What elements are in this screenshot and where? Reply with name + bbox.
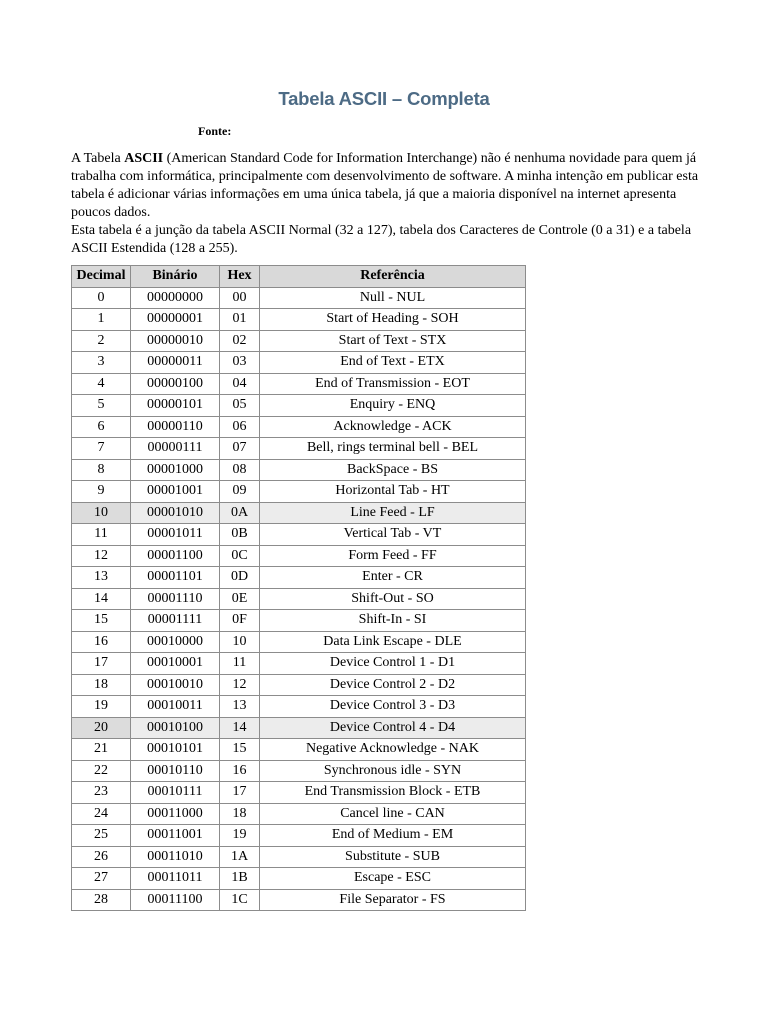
table-row <box>72 309 526 331</box>
cell-referencia: Start of Text - STX <box>260 330 526 352</box>
cell-decimal: 1 <box>72 309 131 331</box>
header-referencia: Referência <box>260 266 526 288</box>
cell-hex: 18 <box>220 803 260 825</box>
cell-decimal: 21 <box>72 739 131 761</box>
cell-referencia: Enter - CR <box>260 567 526 589</box>
table-row <box>72 868 526 890</box>
cell-binario: 00001000 <box>131 459 220 481</box>
cell-hex: 19 <box>220 825 260 847</box>
cell-decimal: 0 <box>72 287 131 309</box>
cell-hex: 10 <box>220 631 260 653</box>
cell-binario: 00001010 <box>131 502 220 524</box>
intro-text <box>71 150 711 258</box>
cell-decimal: 8 <box>72 459 131 481</box>
cell-hex: 11 <box>220 653 260 675</box>
cell-referencia: Shift-Out - SO <box>260 588 526 610</box>
cell-binario: 00000110 <box>131 416 220 438</box>
cell-decimal: 26 <box>72 846 131 868</box>
table-row <box>72 588 526 610</box>
cell-referencia: Acknowledge - ACK <box>260 416 526 438</box>
cell-binario: 00010111 <box>131 782 220 804</box>
cell-binario: 00011011 <box>131 868 220 890</box>
cell-hex: 13 <box>220 696 260 718</box>
cell-hex: 0A <box>220 502 260 524</box>
table-row <box>72 739 526 761</box>
table-row <box>72 287 526 309</box>
cell-hex: 01 <box>220 309 260 331</box>
cell-referencia: Vertical Tab - VT <box>260 524 526 546</box>
ascii-table <box>71 265 526 911</box>
table-row <box>72 653 526 675</box>
cell-decimal: 19 <box>72 696 131 718</box>
header-hex: Hex <box>220 266 260 288</box>
cell-decimal: 2 <box>72 330 131 352</box>
table-row <box>72 846 526 868</box>
cell-hex: 16 <box>220 760 260 782</box>
cell-binario: 00001111 <box>131 610 220 632</box>
cell-hex: 1A <box>220 846 260 868</box>
cell-binario: 00010010 <box>131 674 220 696</box>
cell-referencia: End of Text - ETX <box>260 352 526 374</box>
cell-referencia: Start of Heading - SOH <box>260 309 526 331</box>
intro-paragraph-1 <box>71 150 711 222</box>
cell-referencia: Bell, rings terminal bell - BEL <box>260 438 526 460</box>
cell-binario: 00000000 <box>131 287 220 309</box>
cell-referencia: Device Control 3 - D3 <box>260 696 526 718</box>
cell-hex: 06 <box>220 416 260 438</box>
cell-hex: 17 <box>220 782 260 804</box>
cell-decimal: 16 <box>72 631 131 653</box>
cell-hex: 12 <box>220 674 260 696</box>
cell-decimal: 13 <box>72 567 131 589</box>
cell-referencia: End of Transmission - EOT <box>260 373 526 395</box>
cell-referencia: Device Control 1 - D1 <box>260 653 526 675</box>
cell-hex: 08 <box>220 459 260 481</box>
cell-hex: 0E <box>220 588 260 610</box>
cell-binario: 00011010 <box>131 846 220 868</box>
table-row <box>72 352 526 374</box>
cell-referencia: File Separator - FS <box>260 889 526 911</box>
cell-referencia: Null - NUL <box>260 287 526 309</box>
cell-binario: 00010110 <box>131 760 220 782</box>
cell-decimal: 10 <box>72 502 131 524</box>
cell-decimal: 18 <box>72 674 131 696</box>
cell-binario: 00001011 <box>131 524 220 546</box>
cell-hex: 0B <box>220 524 260 546</box>
cell-hex: 09 <box>220 481 260 503</box>
cell-binario: 00001101 <box>131 567 220 589</box>
cell-referencia: BackSpace - BS <box>260 459 526 481</box>
cell-hex: 14 <box>220 717 260 739</box>
cell-referencia: Negative Acknowledge - NAK <box>260 739 526 761</box>
cell-referencia: Device Control 2 - D2 <box>260 674 526 696</box>
cell-binario: 00001110 <box>131 588 220 610</box>
cell-decimal: 12 <box>72 545 131 567</box>
cell-hex: 00 <box>220 287 260 309</box>
cell-binario: 00010011 <box>131 696 220 718</box>
table-row <box>72 330 526 352</box>
table-row <box>72 481 526 503</box>
table-row <box>72 502 526 524</box>
cell-decimal: 17 <box>72 653 131 675</box>
cell-decimal: 9 <box>72 481 131 503</box>
cell-hex: 0C <box>220 545 260 567</box>
cell-binario: 00000011 <box>131 352 220 374</box>
cell-binario: 00010100 <box>131 717 220 739</box>
cell-decimal: 27 <box>72 868 131 890</box>
cell-decimal: 15 <box>72 610 131 632</box>
cell-decimal: 7 <box>72 438 131 460</box>
cell-hex: 05 <box>220 395 260 417</box>
cell-decimal: 28 <box>72 889 131 911</box>
table-row <box>72 889 526 911</box>
table-row <box>72 825 526 847</box>
cell-referencia: Form Feed - FF <box>260 545 526 567</box>
cell-decimal: 3 <box>72 352 131 374</box>
cell-hex: 04 <box>220 373 260 395</box>
cell-binario: 00001100 <box>131 545 220 567</box>
cell-hex: 1C <box>220 889 260 911</box>
table-row <box>72 373 526 395</box>
table-row <box>72 760 526 782</box>
cell-binario: 00001001 <box>131 481 220 503</box>
table-header-row <box>72 266 526 288</box>
cell-decimal: 24 <box>72 803 131 825</box>
cell-hex: 03 <box>220 352 260 374</box>
table-row <box>72 631 526 653</box>
cell-referencia: Synchronous idle - SYN <box>260 760 526 782</box>
cell-decimal: 4 <box>72 373 131 395</box>
intro-paragraph-2: Esta tabela é a junção da tabela ASCII Normal (32 a 127), tabela dos Caracteres de Controle (0 a 31) e a tabela ASCII Estendida (128 a 255). <box>71 223 692 256</box>
cell-hex: 07 <box>220 438 260 460</box>
header-decimal: Decimal <box>72 266 131 288</box>
intro-p1-bold: ASCII <box>124 151 164 166</box>
cell-binario: 00010000 <box>131 631 220 653</box>
cell-referencia: End of Medium - EM <box>260 825 526 847</box>
cell-binario: 00000010 <box>131 330 220 352</box>
table-row <box>72 395 526 417</box>
cell-referencia: Horizontal Tab - HT <box>260 481 526 503</box>
header-binario: Binário <box>131 266 220 288</box>
cell-hex: 0F <box>220 610 260 632</box>
source-label: Fonte: <box>198 124 232 138</box>
cell-referencia: Escape - ESC <box>260 868 526 890</box>
cell-referencia: End Transmission Block - ETB <box>260 782 526 804</box>
table-row <box>72 803 526 825</box>
cell-binario: 00011001 <box>131 825 220 847</box>
cell-hex: 0D <box>220 567 260 589</box>
table-body <box>72 287 526 911</box>
cell-decimal: 22 <box>72 760 131 782</box>
table-row <box>72 416 526 438</box>
table-row <box>72 674 526 696</box>
page-title: Tabela ASCII – Completa <box>278 88 490 109</box>
cell-decimal: 14 <box>72 588 131 610</box>
table-row <box>72 696 526 718</box>
cell-hex: 02 <box>220 330 260 352</box>
cell-decimal: 5 <box>72 395 131 417</box>
cell-decimal: 25 <box>72 825 131 847</box>
cell-binario: 00000100 <box>131 373 220 395</box>
table-row <box>72 545 526 567</box>
cell-binario: 00000001 <box>131 309 220 331</box>
intro-p1-after: (American Standard Code for Information Interchange) não é nenhuma novidade para quem já trabalha com informática, principalmente com desenvolvimento de software. A minha intenção em publicar esta tabela é adicionar várias informações em uma única tabela, já que a maioria disponível na internet apresenta poucos dados. <box>71 151 699 220</box>
cell-binario: 00010101 <box>131 739 220 761</box>
cell-hex: 15 <box>220 739 260 761</box>
cell-binario: 00000101 <box>131 395 220 417</box>
table-row <box>72 567 526 589</box>
table-row <box>72 459 526 481</box>
table-row <box>72 524 526 546</box>
cell-referencia: Data Link Escape - DLE <box>260 631 526 653</box>
table-row <box>72 438 526 460</box>
table-row <box>72 782 526 804</box>
cell-decimal: 23 <box>72 782 131 804</box>
cell-referencia: Cancel line - CAN <box>260 803 526 825</box>
cell-decimal: 11 <box>72 524 131 546</box>
cell-referencia: Device Control 4 - D4 <box>260 717 526 739</box>
cell-decimal: 6 <box>72 416 131 438</box>
cell-referencia: Substitute - SUB <box>260 846 526 868</box>
intro-p1-before: A Tabela <box>71 151 125 166</box>
cell-referencia: Line Feed - LF <box>260 502 526 524</box>
cell-referencia: Enquiry - ENQ <box>260 395 526 417</box>
cell-binario: 00010001 <box>131 653 220 675</box>
cell-decimal: 20 <box>72 717 131 739</box>
cell-binario: 00000111 <box>131 438 220 460</box>
table-row <box>72 610 526 632</box>
cell-referencia: Shift-In - SI <box>260 610 526 632</box>
cell-binario: 00011100 <box>131 889 220 911</box>
cell-binario: 00011000 <box>131 803 220 825</box>
cell-hex: 1B <box>220 868 260 890</box>
table-row <box>72 717 526 739</box>
